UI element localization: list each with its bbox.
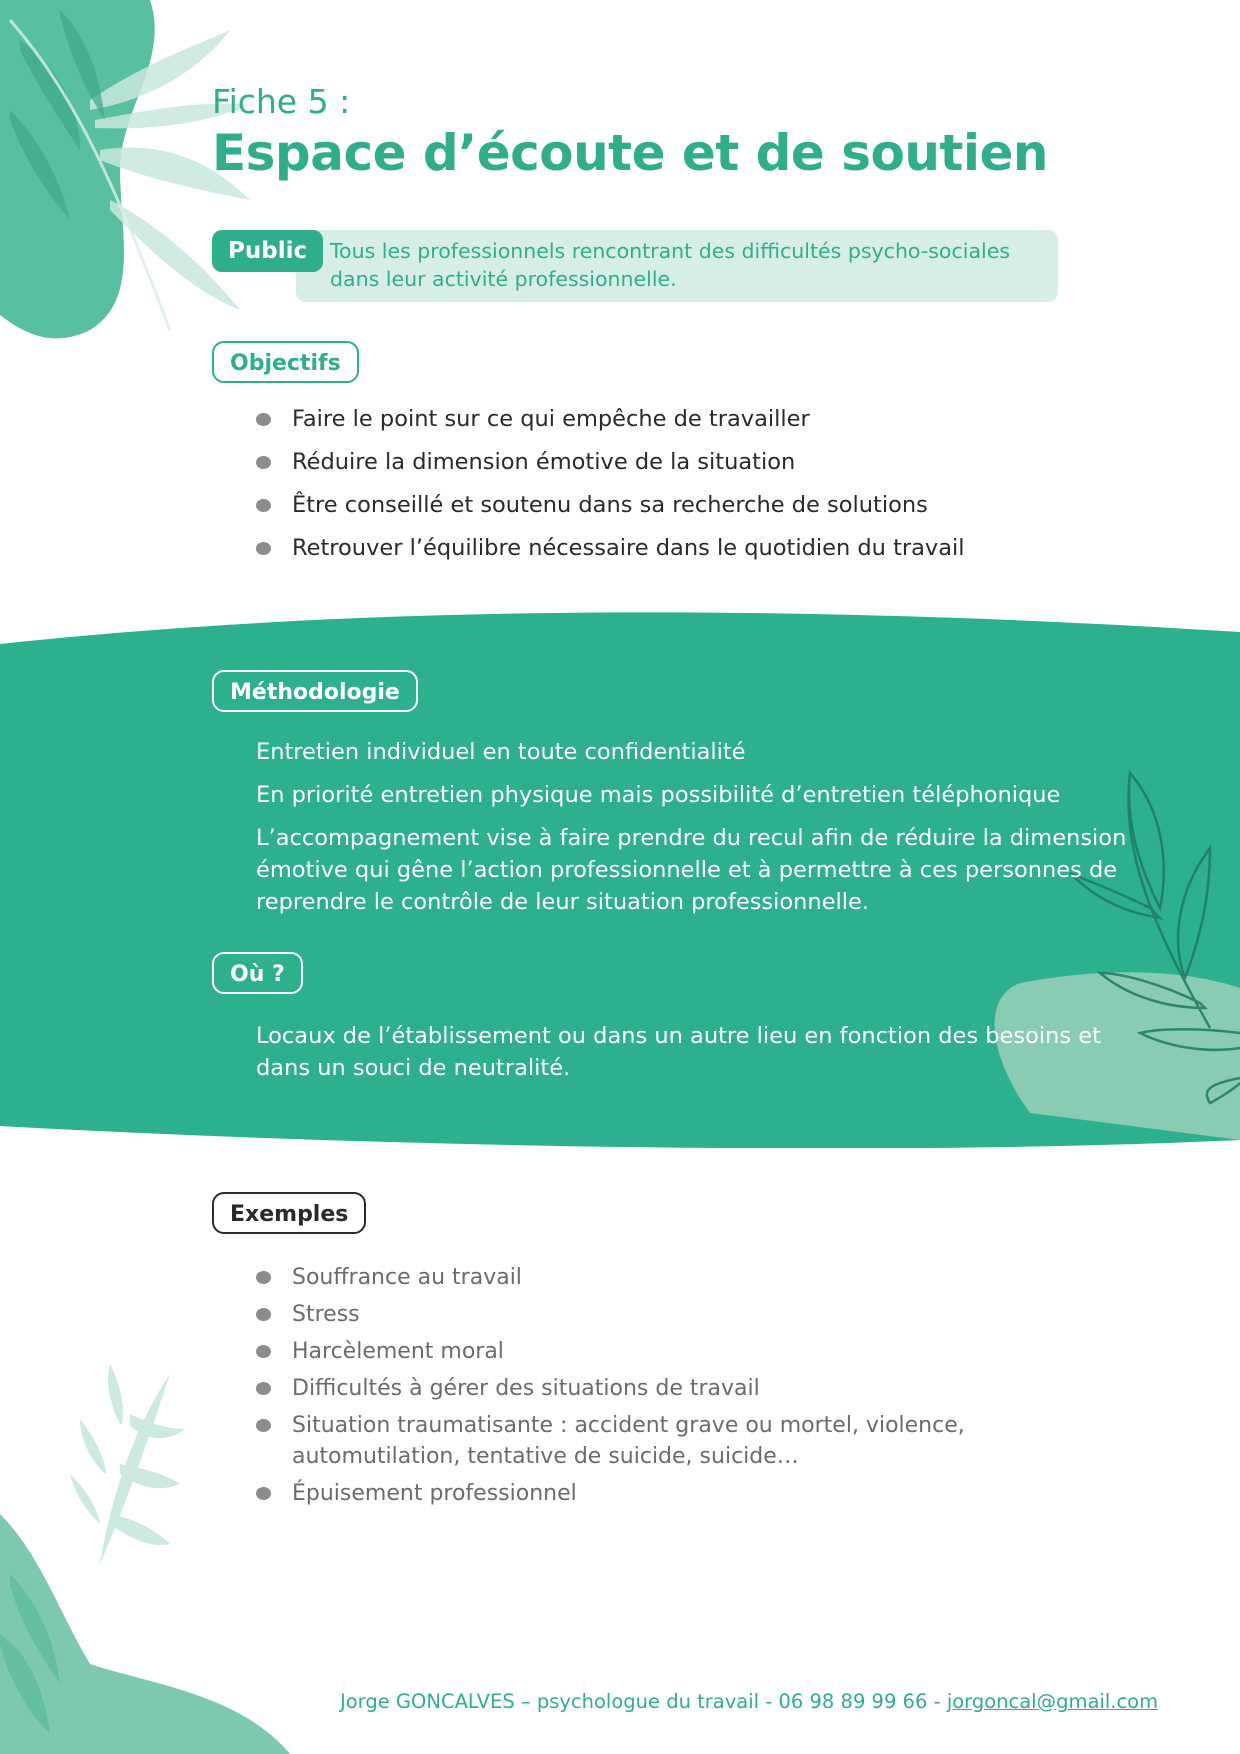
list-item: Situation traumatisante : accident grave ou mortel, violence, automutilation, tentative de suicide, suicide… (256, 1410, 1076, 1472)
bullet-dot-icon (256, 542, 271, 555)
list-item: Réduire la dimension émotive de la situation (256, 448, 1156, 491)
list-item: Harcèlement moral (256, 1336, 1076, 1367)
exemples-heading: Exemples (212, 1192, 366, 1234)
bullet-dot-icon (256, 1487, 271, 1500)
methodologie-text (256, 736, 1136, 929)
ou-text: Locaux de l’établissement ou dans un autre lieu en fonction des besoins et dans un souci de neutralité. (256, 1023, 1101, 1081)
list-item: Être conseillé et soutenu dans sa recherche de solutions (256, 491, 1156, 534)
list-item: Difficultés à gérer des situations de travail (256, 1373, 1076, 1404)
bullet-dot-icon (256, 499, 271, 512)
public-text: Tous les professionnels rencontrant des difficultés psycho-sociales dans leur activité professionnelle. (330, 239, 1010, 291)
list-item: Souffrance au travail (256, 1262, 1076, 1293)
methodologie-paragraph: Entretien individuel en toute confidentialité (256, 739, 746, 765)
objectifs-list (256, 405, 1156, 577)
page-title: Espace d’écoute et de soutien (212, 124, 1048, 182)
bottom-left-leaf-decoration (0, 1334, 300, 1754)
list-item: Faire le point sur ce qui empêche de travailler (256, 405, 1156, 448)
footer-email-link[interactable]: jorgoncal@gmail.com (946, 1690, 1159, 1713)
bullet-dot-icon (256, 1271, 271, 1284)
bullet-dot-icon (256, 1419, 271, 1432)
methodologie-paragraph: L’accompagnement vise à faire prendre du recul afin de réduire la dimension émotive qui gêne l’action professionnelle et à permettre à ces personnes de reprendre le contrôle de leur situation professionnelle. (256, 825, 1127, 915)
methodologie-heading: Méthodologie (212, 670, 418, 712)
bullet-dot-icon (256, 1382, 271, 1395)
methodologie-paragraph: En priorité entretien physique mais possibilité d’entretien téléphonique (256, 782, 1061, 808)
footer-contact-text: Jorge GONCALVES – psychologue du travail - 06 98 89 99 66 - (340, 1690, 947, 1713)
ou-heading: Où ? (212, 952, 303, 994)
public-label: Public (212, 230, 323, 272)
objectifs-heading: Objectifs (212, 341, 359, 383)
list-item: Retrouver l’équilibre nécessaire dans le quotidien du travail (256, 534, 1156, 577)
bullet-dot-icon (256, 1308, 271, 1321)
bullet-dot-icon (256, 456, 271, 469)
exemples-list (256, 1262, 1076, 1515)
bullet-dot-icon (256, 413, 271, 426)
footer-contact (340, 1690, 1158, 1713)
list-item: Épuisement professionnel (256, 1478, 1076, 1509)
list-item: Stress (256, 1299, 1076, 1330)
bullet-dot-icon (256, 1345, 271, 1358)
fiche-label: Fiche 5 : (212, 82, 351, 121)
